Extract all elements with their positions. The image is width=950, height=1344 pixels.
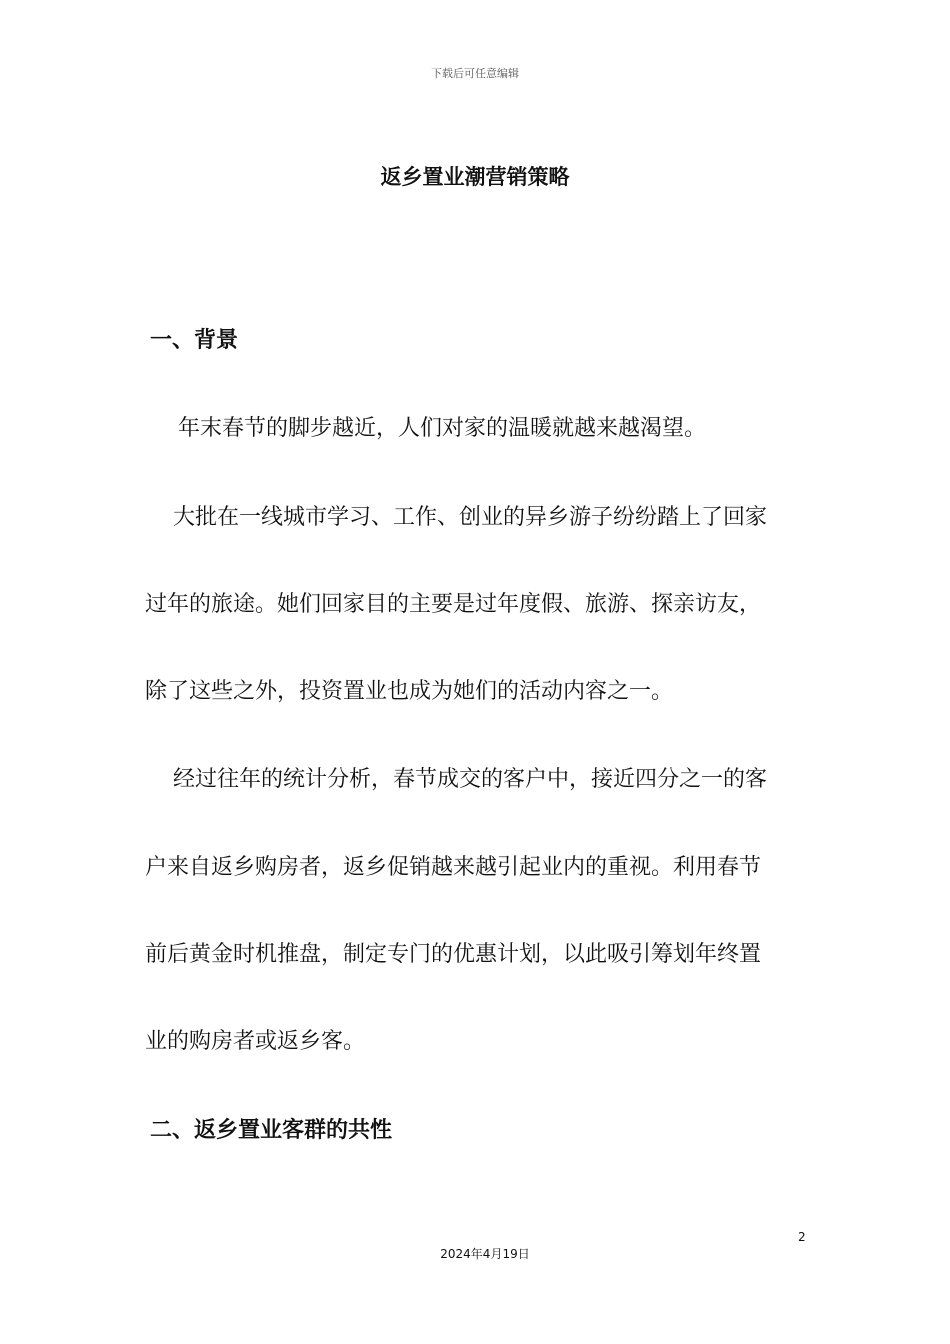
document-title: 返乡置业潮营销策略 xyxy=(380,165,570,189)
paragraph-line: 年末春节的脚步越近，人们对家的温暖就越来越渴望。 xyxy=(178,416,707,441)
page-number: 2 xyxy=(798,1230,806,1244)
paragraph-line: 业的购房者或返乡客。 xyxy=(145,1029,366,1054)
paragraph-line: 除了这些之外，投资置业也成为她们的活动内容之一。 xyxy=(145,679,674,704)
paragraph-line: 过年的旅途。她们回家目的主要是过年度假、旅游、探亲访友， xyxy=(145,592,762,617)
footer-date: 2024年4月19日 xyxy=(440,1247,530,1261)
section-heading-background: 一、背景 xyxy=(150,328,239,353)
paragraph-line: 户来自返乡购房者，返乡促销越来越引起业内的重视。利用春节 xyxy=(145,855,762,880)
paragraph-line: 经过往年的统计分析，春节成交的客户中，接近四分之一的客 xyxy=(173,767,768,792)
section-heading-common-traits: 二、返乡置业客群的共性 xyxy=(150,1118,393,1143)
header-note: 下载后可任意编辑 xyxy=(431,67,519,80)
paragraph-line: 大批在一线城市学习、工作、创业的异乡游子纷纷踏上了回家 xyxy=(173,505,768,530)
paragraph-line: 前后黄金时机推盘，制定专门的优惠计划，以此吸引筹划年终置 xyxy=(145,942,762,967)
